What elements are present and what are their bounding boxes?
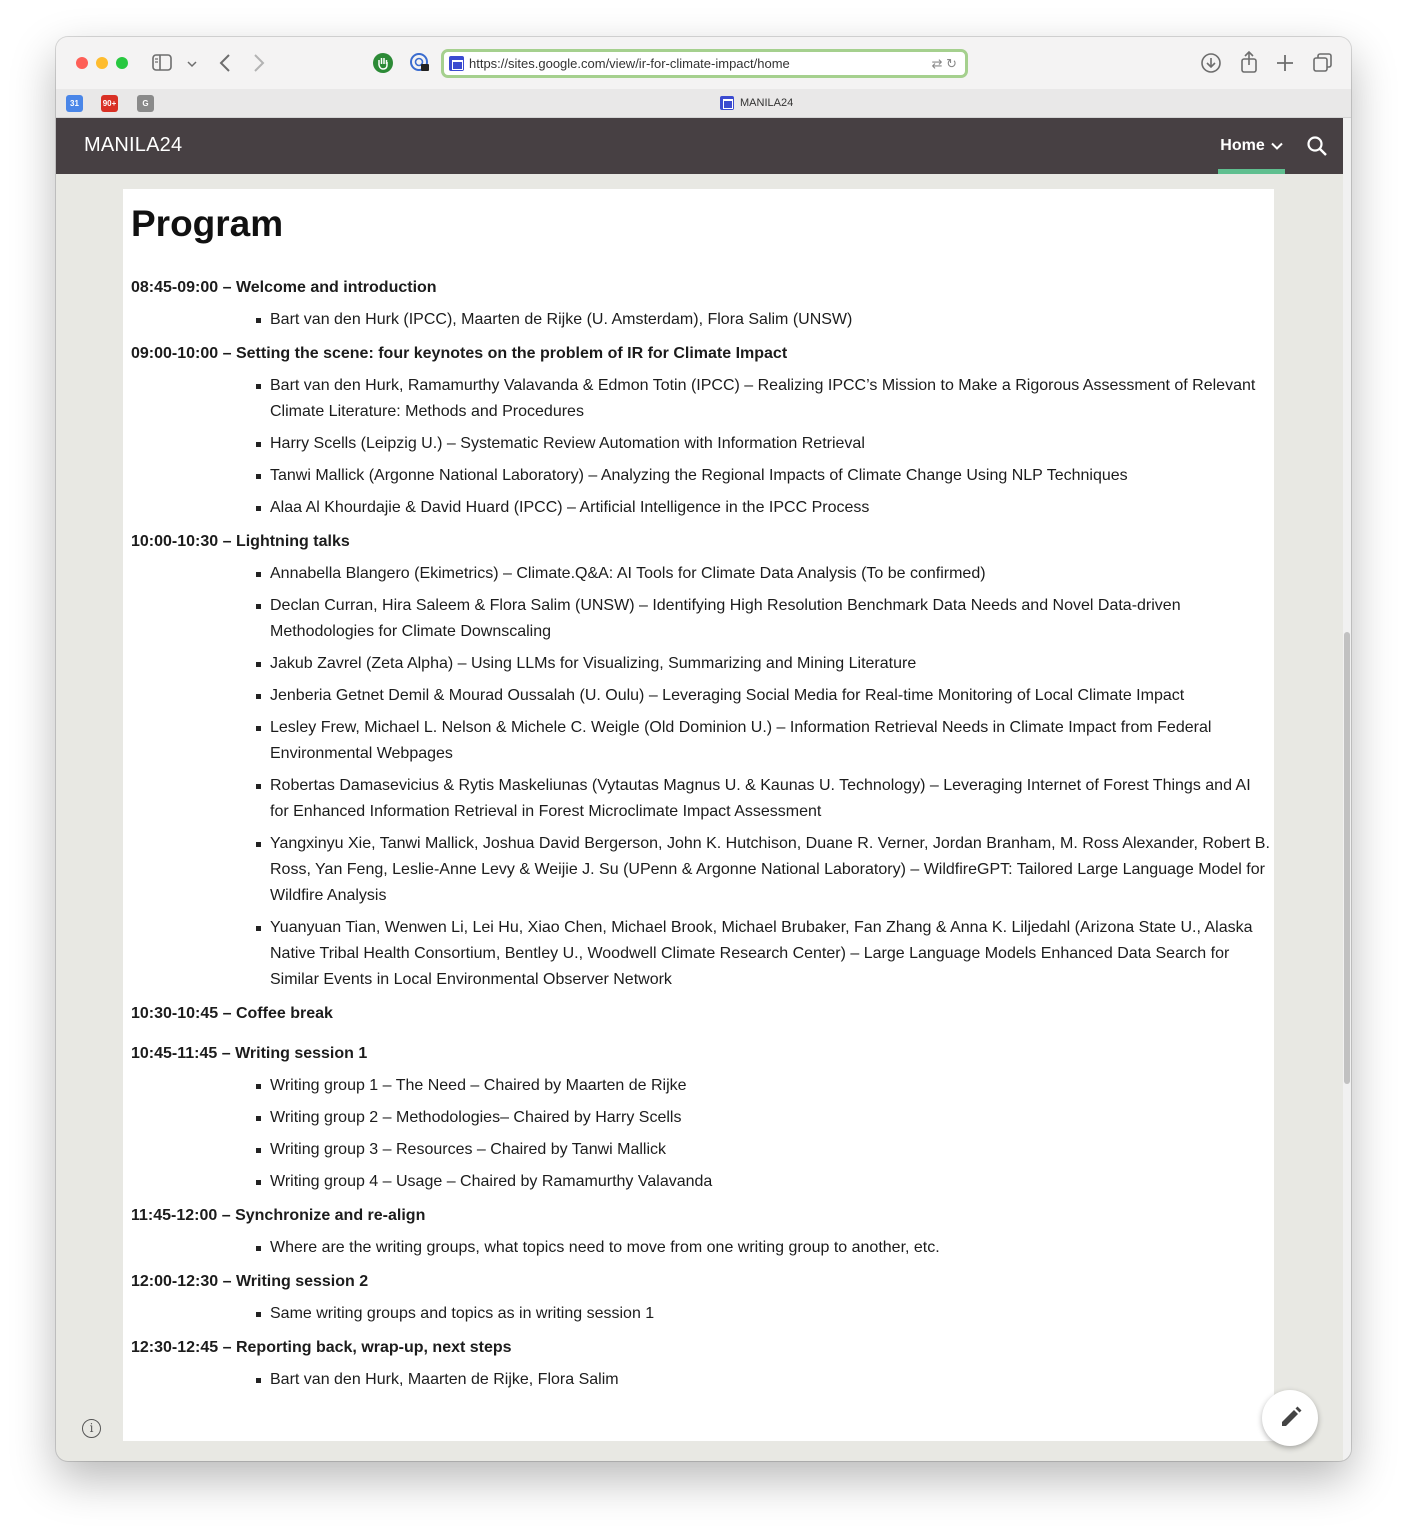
browser-toolbar (56, 37, 1351, 89)
tab-strip (56, 89, 1351, 118)
list-item: Alaa Al Khourdajie & David Huard (IPCC) – Artificial Intelligence in the IPCC Process (270, 495, 1271, 521)
list-item: Bart van den Hurk, Ramamurthy Valavanda & Edmon Totin (IPCC) – Realizing IPCC’s Mission to Make a Rigorous Assessment of Relevant Climate Literature: Methods and Procedures (270, 373, 1271, 425)
active-nav-indicator (1218, 169, 1285, 174)
list-item: Declan Curran, Hira Saleem & Flora Salim (UNSW) – Identifying High Resolution Benchmark Data Needs and Novel Data-driven Methodologies for Climate Downscaling (270, 593, 1271, 645)
session-heading: 10:00-10:30 – Lightning talks (131, 533, 350, 550)
session-heading: 09:00-10:00 – Setting the scene: four keynotes on the problem of IR for Climate Impact (131, 345, 788, 362)
info-icon[interactable]: i (82, 1419, 101, 1438)
pinned-tab-calendar[interactable]: 31 (66, 95, 83, 112)
translate-reload-icon[interactable]: ⇄ ↻ (931, 56, 957, 71)
page-scrollbar[interactable] (1343, 118, 1351, 1461)
tab-overview-icon[interactable] (1312, 52, 1334, 74)
privacy-extension-icon[interactable] (409, 52, 431, 74)
edit-button[interactable] (1262, 1390, 1318, 1446)
downloads-icon[interactable] (1200, 52, 1222, 74)
tab-favicon-icon (720, 96, 734, 110)
hand-extension-icon[interactable] (372, 52, 394, 74)
site-favicon-icon (449, 56, 464, 71)
list-item: Lesley Frew, Michael L. Nelson & Michele C. Weigle (Old Dominion U.) – Information Retrieval Needs in Climate Impact from Federal Environmental Webpages (270, 715, 1271, 767)
session-items (270, 307, 1271, 333)
list-item: Where are the writing groups, what topics need to move from one writing group to another, etc. (270, 1235, 1271, 1261)
address-bar[interactable] (441, 49, 968, 78)
active-tab[interactable] (720, 96, 793, 110)
session-heading: 08:45-09:00 – Welcome and introduction (131, 279, 437, 296)
pencil-icon (1262, 1390, 1318, 1446)
zoom-window-button[interactable] (116, 57, 128, 69)
list-item: Tanwi Mallick (Argonne National Laboratory) – Analyzing the Regional Impacts of Climate Change Using NLP Techniques (270, 463, 1271, 489)
list-item: Same writing groups and topics as in writing session 1 (270, 1301, 1271, 1327)
list-item: Yuanyuan Tian, Wenwen Li, Lei Hu, Xiao Chen, Michael Brook, Michael Brubaker, Fan Zhang & Anna K. Liljedahl (Arizona State U., Alaska Native Tribal Health Consortium, Bentley U., Woodwell Climate Research Center) – Large Language Models Enhanced Data Search for Similar Events in Local Environmental Observer Network (270, 915, 1271, 993)
site-title[interactable]: MANILA24 (84, 134, 183, 156)
list-item: Harry Scells (Leipzig U.) – Systematic Review Automation with Information Retrieval (270, 431, 1271, 457)
list-item: Bart van den Hurk, Maarten de Rijke, Flora Salim (270, 1367, 1271, 1393)
pinned-tab-g[interactable]: G (137, 95, 154, 112)
search-icon[interactable] (1306, 135, 1328, 157)
session-items (270, 373, 1271, 521)
content-panel (123, 189, 1274, 1441)
session-items (270, 1235, 1271, 1261)
session-heading: 10:30-10:45 – Coffee break (131, 1005, 333, 1022)
session-items (270, 1367, 1271, 1393)
session-heading: 11:45-12:00 – Synchronize and re-align (131, 1207, 426, 1224)
list-item: Writing group 2 – Methodologies– Chaired by Harry Scells (270, 1105, 1271, 1131)
chevron-down-icon (1271, 142, 1283, 150)
list-item: Writing group 1 – The Need – Chaired by Maarten de Rijke (270, 1073, 1271, 1099)
nav-home-tab[interactable] (1218, 118, 1285, 174)
list-item: Yangxinyu Xie, Tanwi Mallick, Joshua David Bergerson, John K. Hutchison, Duane R. Verner, Jordan Branham, M. Ross Alexander, Robert B. Ross, Yan Feng, Leslie-Anne Levy & Weijie J. Su (UPenn & Argonne National Laboratory) – WildfireGPT: Tailored Large Language Model for Wildfire Analysis (270, 831, 1271, 909)
session-heading: 10:45-11:45 – Writing session 1 (131, 1045, 368, 1062)
session-items (270, 1301, 1271, 1327)
list-item: Jenberia Getnet Demil & Mourad Oussalah (U. Oulu) – Leveraging Social Media for Real-time Monitoring of Local Climate Impact (270, 683, 1271, 709)
list-item: Bart van den Hurk (IPCC), Maarten de Rijke (U. Amsterdam), Flora Salim (UNSW) (270, 307, 1271, 333)
list-item: Writing group 4 – Usage – Chaired by Ramamurthy Valavanda (270, 1169, 1271, 1195)
session-heading: 12:30-12:45 – Reporting back, wrap-up, next steps (131, 1339, 512, 1356)
back-icon[interactable] (218, 53, 232, 73)
new-tab-icon[interactable] (1276, 54, 1294, 72)
browser-window (56, 37, 1351, 1461)
url-text[interactable]: https://sites.google.com/view/ir-for-climate-impact/home (469, 56, 790, 71)
session-heading: 12:00-12:30 – Writing session 2 (131, 1273, 369, 1290)
chevron-down-icon[interactable] (187, 60, 197, 68)
page-title: Program (131, 203, 284, 244)
tab-title: MANILA24 (740, 97, 794, 109)
nav-home-label: Home (1220, 137, 1265, 154)
window-controls (76, 57, 128, 69)
list-item: Jakub Zavrel (Zeta Alpha) – Using LLMs for Visualizing, Summarizing and Mining Literature (270, 651, 1271, 677)
pinned-tab-gmail[interactable]: 90+ (101, 95, 118, 112)
scrollbar-thumb[interactable] (1344, 632, 1350, 1084)
list-item: Annabella Blangero (Ekimetrics) – Climate.Q&A: AI Tools for Climate Data Analysis (To be confirmed) (270, 561, 1271, 587)
list-item: Writing group 3 – Resources – Chaired by Tanwi Mallick (270, 1137, 1271, 1163)
close-window-button[interactable] (76, 57, 88, 69)
program-list (131, 275, 1271, 1401)
site-header (56, 118, 1343, 174)
share-icon[interactable] (1239, 50, 1259, 74)
forward-icon[interactable] (252, 53, 266, 73)
minimize-window-button[interactable] (96, 57, 108, 69)
session-items (270, 561, 1271, 993)
list-item: Robertas Damasevicius & Rytis Maskeliunas (Vytautas Magnus U. & Kaunas U. Technology) – Leveraging Internet of Forest Things and AI for Enhanced Information Retrieval in Forest Microclimate Impact Assessment (270, 773, 1271, 825)
sidebar-toggle-icon[interactable] (152, 54, 174, 72)
session-items (270, 1073, 1271, 1195)
